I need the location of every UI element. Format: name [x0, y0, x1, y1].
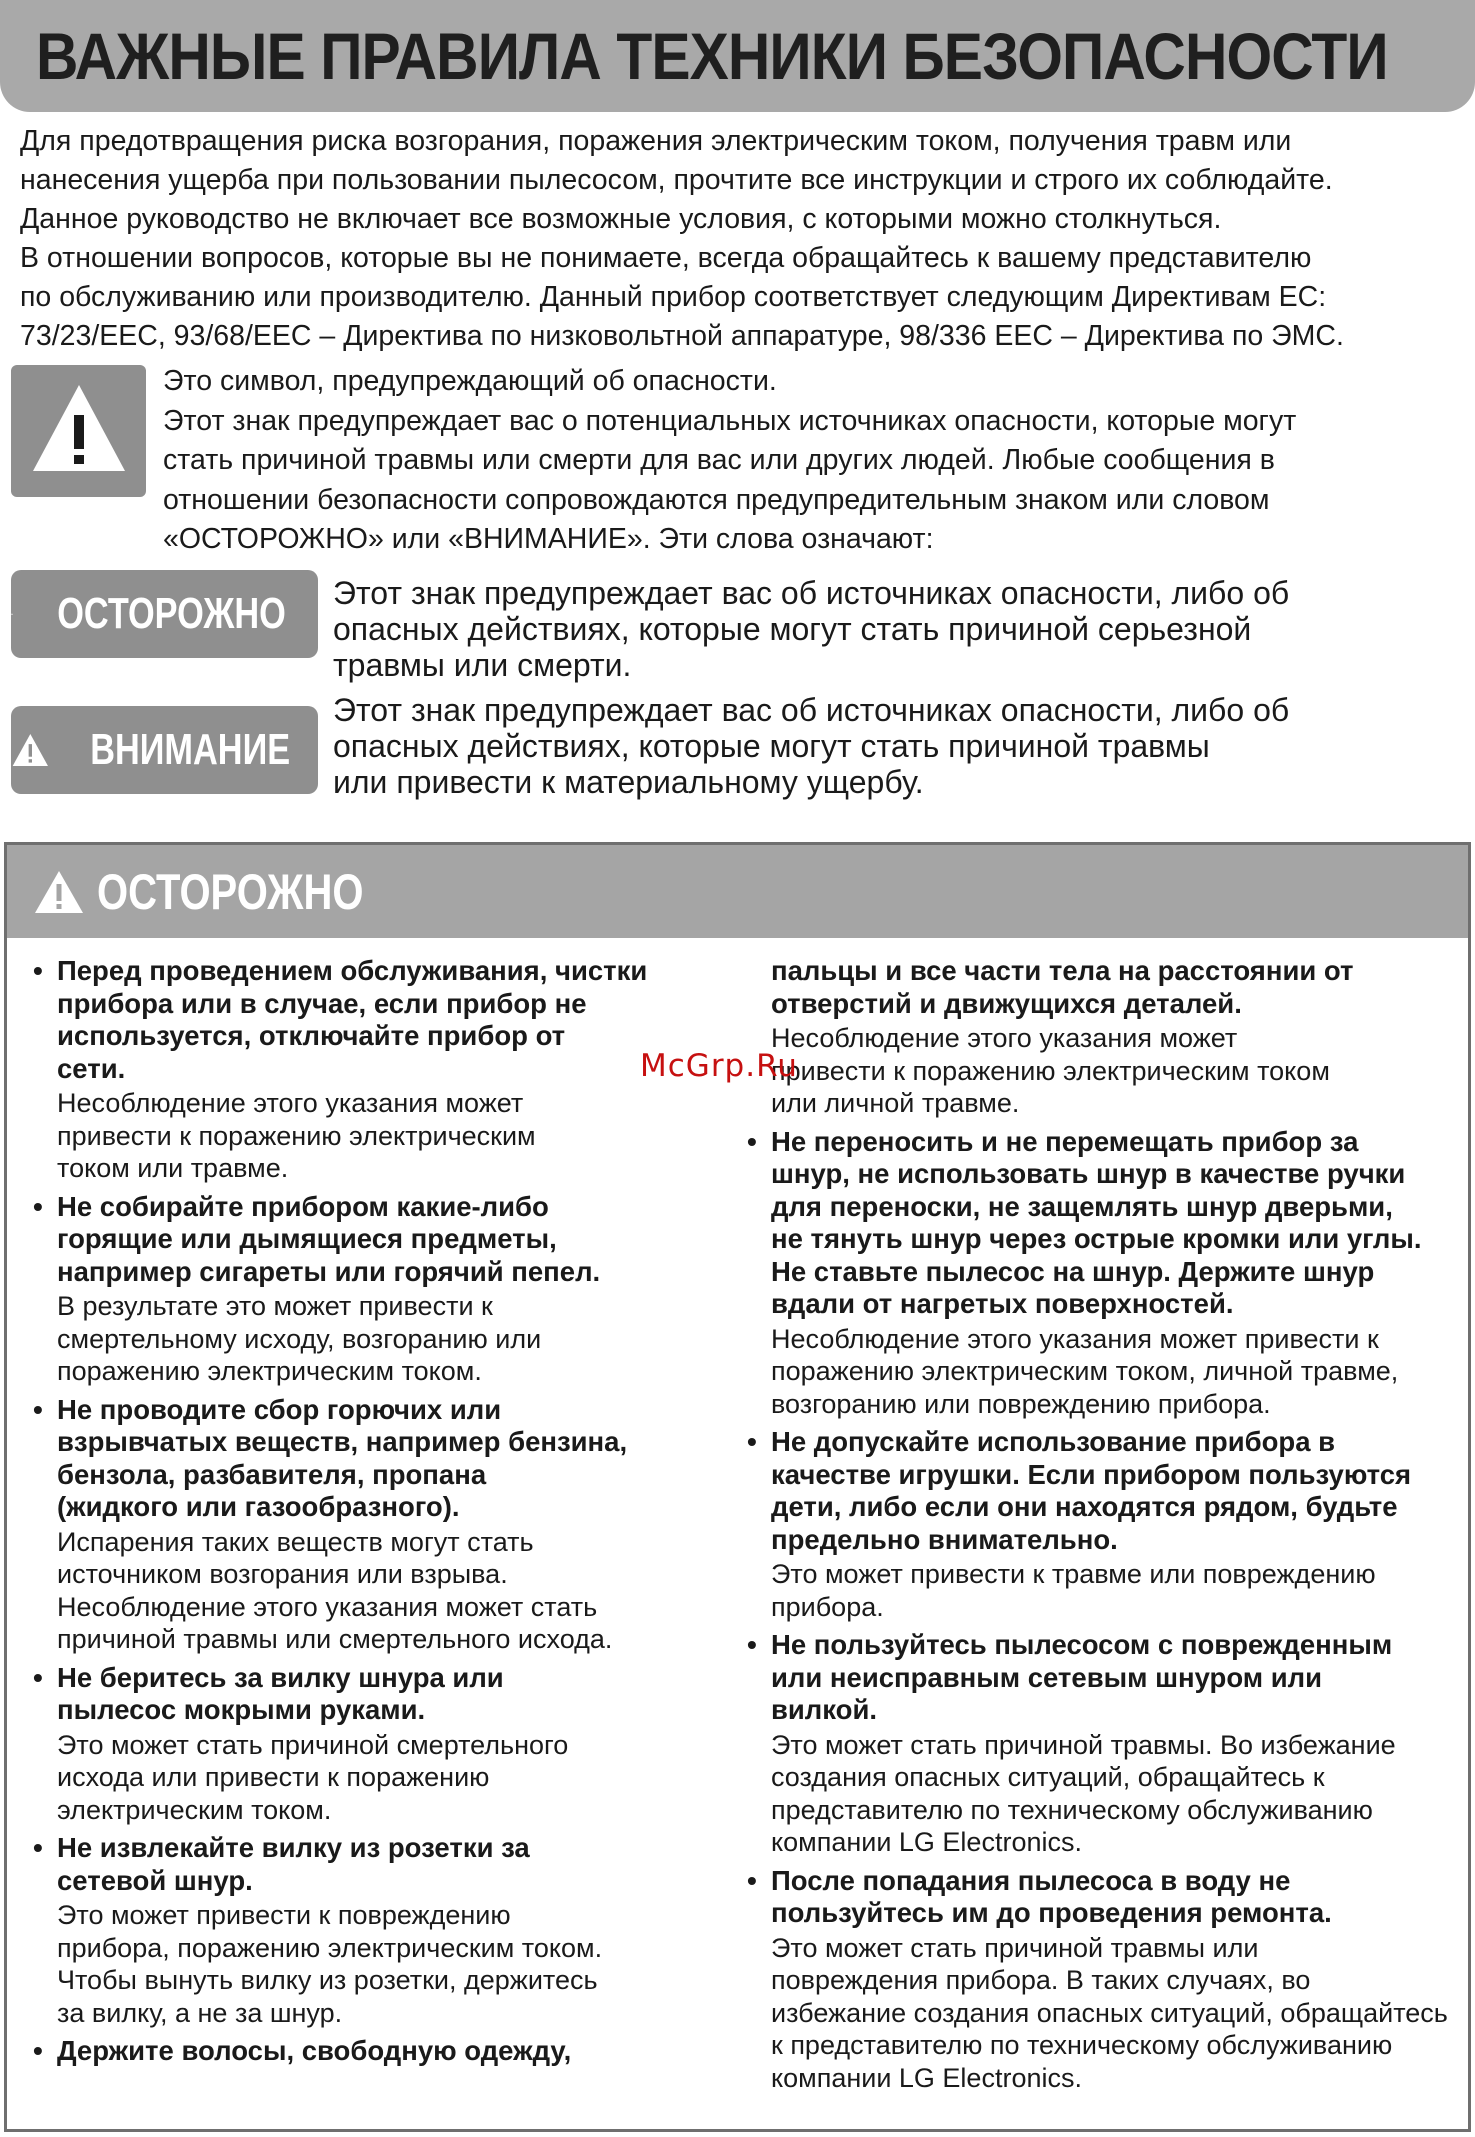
- intro-paragraph: [20, 122, 1460, 356]
- list-item: [747, 1629, 1457, 1859]
- intro-line: нанесения ущерба при пользовании пылесосом, прочтите все инструкции и строго их соблюдайте.: [20, 164, 1333, 196]
- list-item: [33, 2035, 723, 2068]
- bullet: •: [33, 1190, 43, 1222]
- bullet: •: [747, 1629, 757, 1660]
- symbol-line: Это символ, предупреждающий об опасности.: [163, 365, 777, 397]
- list-item: [33, 1191, 723, 1388]
- caution-label: ВНИМАНИЕ: [89, 725, 290, 774]
- intro-line: Данное руководство не включает все возможные условия, с которыми можно столкнуться.: [20, 203, 1222, 235]
- warning-description: [333, 575, 1463, 683]
- hazard-symbol-box: [11, 365, 146, 497]
- warning-section-title: ОСТОРОЖНО: [97, 863, 364, 920]
- warning-triangle-icon: [33, 869, 85, 915]
- bullet: •: [747, 1125, 757, 1157]
- page-title: ВАЖНЫЕ ПРАВИЛА ТЕХНИКИ БЕЗОПАСНОСТИ: [36, 19, 1388, 93]
- caution-desc-line: или привести к материальному ущербу.: [333, 764, 924, 800]
- symbol-line: Этот знак предупреждает вас о потенциальных источниках опасности, которые могут: [163, 404, 1297, 437]
- symbol-line: отношении безопасности сопровождаются предупредительным знаком или словом: [163, 483, 1270, 516]
- item-heading: Не переносить и не перемещать прибор за шнур, не использовать шнур в качестве ручки для переноски, не защемлять шнур дверьми, не тянуть шнур через острые кромки или углы. Не ставьте пылесос на шнур. Держите шнур вдали от нагретых поверхностей.: [771, 1125, 1422, 1319]
- item-heading: После попадания пылесоса в воду не пользуйтесь им до проведения ремонта.: [771, 1864, 1332, 1928]
- list-item-continuation: [747, 955, 1457, 1120]
- title-bar: [0, 0, 1475, 112]
- warning-section-header: [7, 845, 1468, 938]
- intro-line: по обслуживанию или производителю. Данный прибор соответствует следующим Директивам ЕС:: [20, 281, 1327, 313]
- warning-desc-line: травмы или смерти.: [333, 647, 632, 683]
- item-heading: Не извлекайте вилку из розетки за сетевой шнур.: [57, 1832, 530, 1896]
- warning-badge: [11, 570, 318, 658]
- right-column: [747, 955, 1457, 2100]
- item-note: Это может привести к травме или повреждению прибора.: [771, 1559, 1376, 1622]
- list-item: [747, 1126, 1457, 1421]
- bullet: •: [747, 1864, 757, 1896]
- list-item: [33, 1832, 723, 2029]
- caution-desc-line: Этот знак предупреждает вас об источниках опасности, либо об: [333, 692, 1290, 728]
- warning-triangle-icon: [11, 593, 13, 635]
- intro-line: Для предотвращения риска возгорания, поражения электрическим током, получения травм или: [20, 125, 1292, 157]
- symbol-explanation: [163, 362, 1453, 560]
- caution-desc-line: опасных действиях, которые могут стать причиной травмы: [333, 728, 1210, 764]
- list-item: [747, 1865, 1457, 2095]
- item-note: В результате это может привести к смертельному исходу, возгоранию или поражению электрическим током.: [57, 1291, 542, 1386]
- continuation-body: [771, 955, 1457, 1120]
- item-note: Несоблюдение этого указания может привести к поражению электрическим током или травме.: [57, 1088, 536, 1183]
- item-heading: Не беритесь за вилку шнура или пылесос мокрыми руками.: [57, 1661, 504, 1725]
- intro-line: 73/23/EEC, 93/68/EEC – Директива по низковольтной аппаратуре, 98/336 EEC – Директива по ЭМС.: [20, 320, 1344, 352]
- warning-triangle-icon: [29, 379, 129, 479]
- intro-line: В отношении вопросов, которые вы не понимаете, всегда обращайтесь к вашему представителю: [20, 242, 1312, 274]
- bullet: •: [33, 1832, 43, 1863]
- item-heading: Не проводите сбор горючих или взрывчатых веществ, например бензина, бензола, разбавителя, пропана (жидкого или газообразного).: [57, 1393, 628, 1522]
- list-item: [33, 1662, 723, 1827]
- symbol-line: «ОСТОРОЖНО» или «ВНИМАНИЕ». Эти слова означают:: [163, 523, 934, 555]
- item-note: Испарения таких веществ могут стать источником возгорания или взрыва. Несоблюдение этого указания может стать причиной травмы или смертельного исхода.: [57, 1526, 613, 1654]
- left-column: [33, 955, 723, 2074]
- warning-desc-line: опасных действиях, которые могут стать причиной серьезной: [333, 611, 1252, 647]
- item-heading: Держите волосы, свободную одежду,: [57, 2035, 572, 2066]
- item-note: Несоблюдение этого указания может привести к поражению электрическим током, личной травме, возгоранию или повреждению прибора.: [771, 1323, 1399, 1419]
- bullet: •: [33, 2035, 43, 2066]
- item-note: Это может стать причиной травмы. Во избежание создания опасных ситуаций, обращайтесь к представителю по техническому обслуживанию компании LG Electronics.: [771, 1729, 1396, 1857]
- caution-badge: [11, 706, 318, 794]
- item-heading: Перед проведением обслуживания, чистки прибора или в случае, если прибор не используется, отключайте прибор от сети.: [57, 955, 648, 1084]
- item-note: Несоблюдение этого указания может привести к поражению электрическим током или личной травме.: [771, 1023, 1330, 1118]
- bullet: •: [33, 955, 43, 986]
- item-heading: Не допускайте использование прибора в качестве игрушки. Если прибором пользуются дети, либо если они находятся рядом, будьте предельно внимательно.: [771, 1426, 1412, 1555]
- item-note: Это может стать причиной смертельного исхода или привести к поражению электрическим током.: [57, 1729, 569, 1825]
- item-note: Это может стать причиной травмы или повреждения прибора. В таких случаях, во избежание создания опасных ситуаций, обращайтесь к представителю по техническому обслуживанию компании LG Electronics.: [771, 1932, 1448, 2093]
- list-item: [33, 955, 723, 1185]
- caution-description: [333, 692, 1463, 800]
- list-item: [33, 1394, 723, 1656]
- warning-triangle-icon: [11, 729, 50, 771]
- bullet: •: [747, 1426, 757, 1457]
- item-heading: Не пользуйтесь пылесосом с поврежденным или неисправным сетевым шнуром или вилкой.: [771, 1629, 1393, 1725]
- item-heading: Не собирайте прибором какие-либо горящие или дымящиеся предметы, например сигареты или горячий пепел.: [57, 1190, 601, 1287]
- bullet: •: [33, 1661, 43, 1693]
- warning-section: [4, 842, 1471, 2132]
- list-item: [747, 1426, 1457, 1623]
- item-note: Это может привести к повреждению прибора, поражению электрическим током. Чтобы вынуть вилку из розетки, держитесь за вилку, а не за шнур.: [57, 1900, 603, 2028]
- watermark: McGrp.Ru: [640, 1048, 798, 1084]
- bullet: •: [33, 1393, 43, 1425]
- warning-label: ОСТОРОЖНО: [57, 589, 286, 638]
- item-heading: пальцы и все части тела на расстоянии от отверстий и движущихся деталей.: [771, 955, 1354, 1019]
- warning-desc-line: Этот знак предупреждает вас об источниках опасности, либо об: [333, 575, 1290, 611]
- symbol-line: стать причиной травмы или смерти для вас или других людей. Любые сообщения в: [163, 444, 1275, 476]
